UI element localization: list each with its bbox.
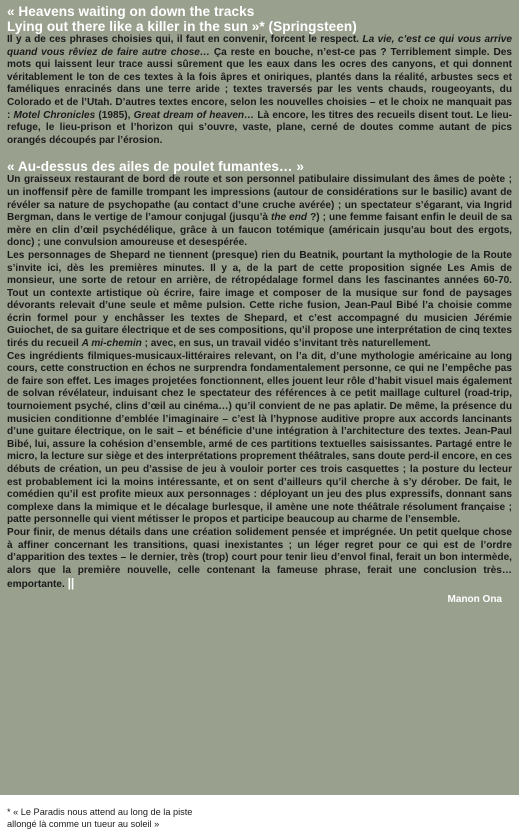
section-1-paragraph — [7, 34, 512, 147]
end-mark: || — [67, 576, 75, 591]
footnote-line-2: allongé là comme un tueur au soleil » — [7, 819, 160, 829]
text-run: Là encore, les titres des recueils disent tout. Le lieu-refuge, le lieu-prison et l’horizon qui s’ouvre, vaste, plane, cerné de doutes comme autant de pics orangés découpés par l’érosion. — [7, 109, 513, 146]
text-run: Il y a de ces phrases choisies qui, il faut en convenir, forcent le respect. — [7, 34, 363, 45]
italic-run: the end — [271, 212, 308, 224]
section-2-title: « Au-dessus des ailes de poulet fumantes… » — [7, 159, 305, 175]
section-2-paragraph-4 — [7, 527, 512, 592]
section-2-paragraph-2 — [7, 250, 512, 351]
section-2-paragraph-3: Ces ingrédients filmiques-musicaux-littéraires relevant, on l’a dit, d’une mythologie américaine au long cours, cette construction en échos ne surprendra fondamentalement personne, ce qui ne l’empêche pas de faire son effet. Les images projetées fonctionnent, elles jouent leur rôle d’habit visuel mais également de solvan révélateur, induisant chez le spectateur des références à ce petit maillage culturel (road-trip, tournoiement psyché, clins d’œil au cinéma…) qu’il convient de ne pas aplatir. De même, la présence du musicien conditionne d’emblée l’imaginaire – c’est là l’hypnose auditive propre aux accords lancinants d’une guitare électrique, on le sait – et bénéficie d’une intégration à l’architecture des textes. Jean-Paul Bibé, lui, assure la cohésion d’ensemble, armé de ces partitions textuelles saisissantes. Partagé entre le micro, la lecture sur siège et des interprétations proprement théâtrales, sans doute perd-il encore, en ces débuts de création, un peu d’assise de jeu à vouloir porter ces trois casquettes ; la posture du lecteur est probablement ici la moins intéressante, et on sent d’ailleurs qu’il cherche à s’y dérober. De fait, le comédien qu’il est profite mieux aux personnages : déployant un jeu des plus expressifs, donnant sans complexe dans la mimique et le décalage burlesque, il amène une note théâtrale résolument française ; patte personnelle qui vient métisser le propos et participe beaucoup au charme de l’ensemble. — [7, 350, 512, 526]
text-run: Ça reste en bouche, n’est-ce pas ? Terriblement simple. Des mots qui laissent leur trace aussi sûrement que les eaux dans les ocres des canyons, et qui donnent véritablement le ton de ces textes à la fois âpres et oniriques, plantés dans la réalité, arbustes secs et faméliques enracinés dans une terre aride ; textes traversés par les vents chauds, rougeoyants, du Colorado et de l’Utah. D’autres textes encore, selon les nouvelles choisies – et le choix ne manquait pas : — [7, 46, 512, 121]
quote-run: La vie, c’est ce qui vous arrive quand vous rêviez de faire autre chose… — [7, 34, 512, 58]
text-run: ?) ; une femme faisant enfin le deuil de sa mère en clin d’œil psychédélique, grâce à un faucon totémique (américain jusqu’au bout des ergots, donc) ; une convulsion amoureuse et desespérée. — [7, 212, 512, 249]
text-run: Les personnages de Shepard ne tiennent (presque) rien du Beatnik, pourtant la mythologie de la Route s’invite ici, dès les premières minutes. Il y a, de la part de cette proposition signée Les Amis de monsieur, une sorte de retour en arrière, de rétropédalage formel dans les fascinantes années 60-70. Tout un contexte artistique où écrire, faire image et composer de la musique sur fond de paysages dévorants relevait d’une seule et même pulsion. Cette riche fusion, Jean-Paul Bibé l’a choisie comme écrin formel pour y enchâsser les textes de Shepard, et c’est accompagné du musicien Jérémie Guiochet, de sa guitare électrique et de ses compositions, qu’il propose une interprétation de cinq textes tirés du recueil — [7, 249, 512, 350]
author-signature: Manon Ona — [447, 593, 502, 605]
text-run: Pour finir, de menus détails dans une création solidement pensée et imprégnée. Un petit quelque chose à affiner concernant les transitions, quasi inexistantes ; un léger regret pour ce qui est de l’ordre d’apparition des textes – le dernier, très (trop) court pour tenir lieu d’envol final, ferait un bon intermède, alors que la première nouvelle, celle contenant la fameuse phrase, ferait une conclusion très… emportante. — [7, 526, 512, 591]
book-title-run: Great dream of heaven… — [133, 109, 255, 121]
section-1-title-line-2: Lying out there like a killer in the sun »* (Springsteen) — [7, 19, 357, 34]
section-2-paragraph-1 — [7, 174, 512, 250]
footnote-line-1: * « Le Paradis nous attend au long de la piste — [7, 807, 193, 817]
book-title-run: A mi-chemin — [81, 338, 142, 350]
section-1-title-line-1: « Heavens waiting on down the tracks — [7, 4, 255, 19]
text-run: ; avec, en sus, un travail vidéo s’invitant très naturellement. — [141, 338, 431, 350]
text-run: Un graisseux restaurant de bord de route et son personnel patibulaire dissimulant des âmes de poète ; un inoffensif père de famille trompant les impressions (autour de considérations sur le basilic) avant de révéler sa nature de psychopathe (au contact d’une cruche avérée) ; un spectateur s’égarant, via Ingrid Bergman, dans le vertige de l’amour conjugal (jusqu’à — [7, 174, 512, 224]
book-title-run: Motel Chronicles — [13, 109, 96, 121]
text-run: (1985), — [95, 109, 134, 121]
section-1-title — [7, 4, 512, 34]
footnote — [7, 806, 512, 830]
section-gap — [7, 147, 512, 156]
